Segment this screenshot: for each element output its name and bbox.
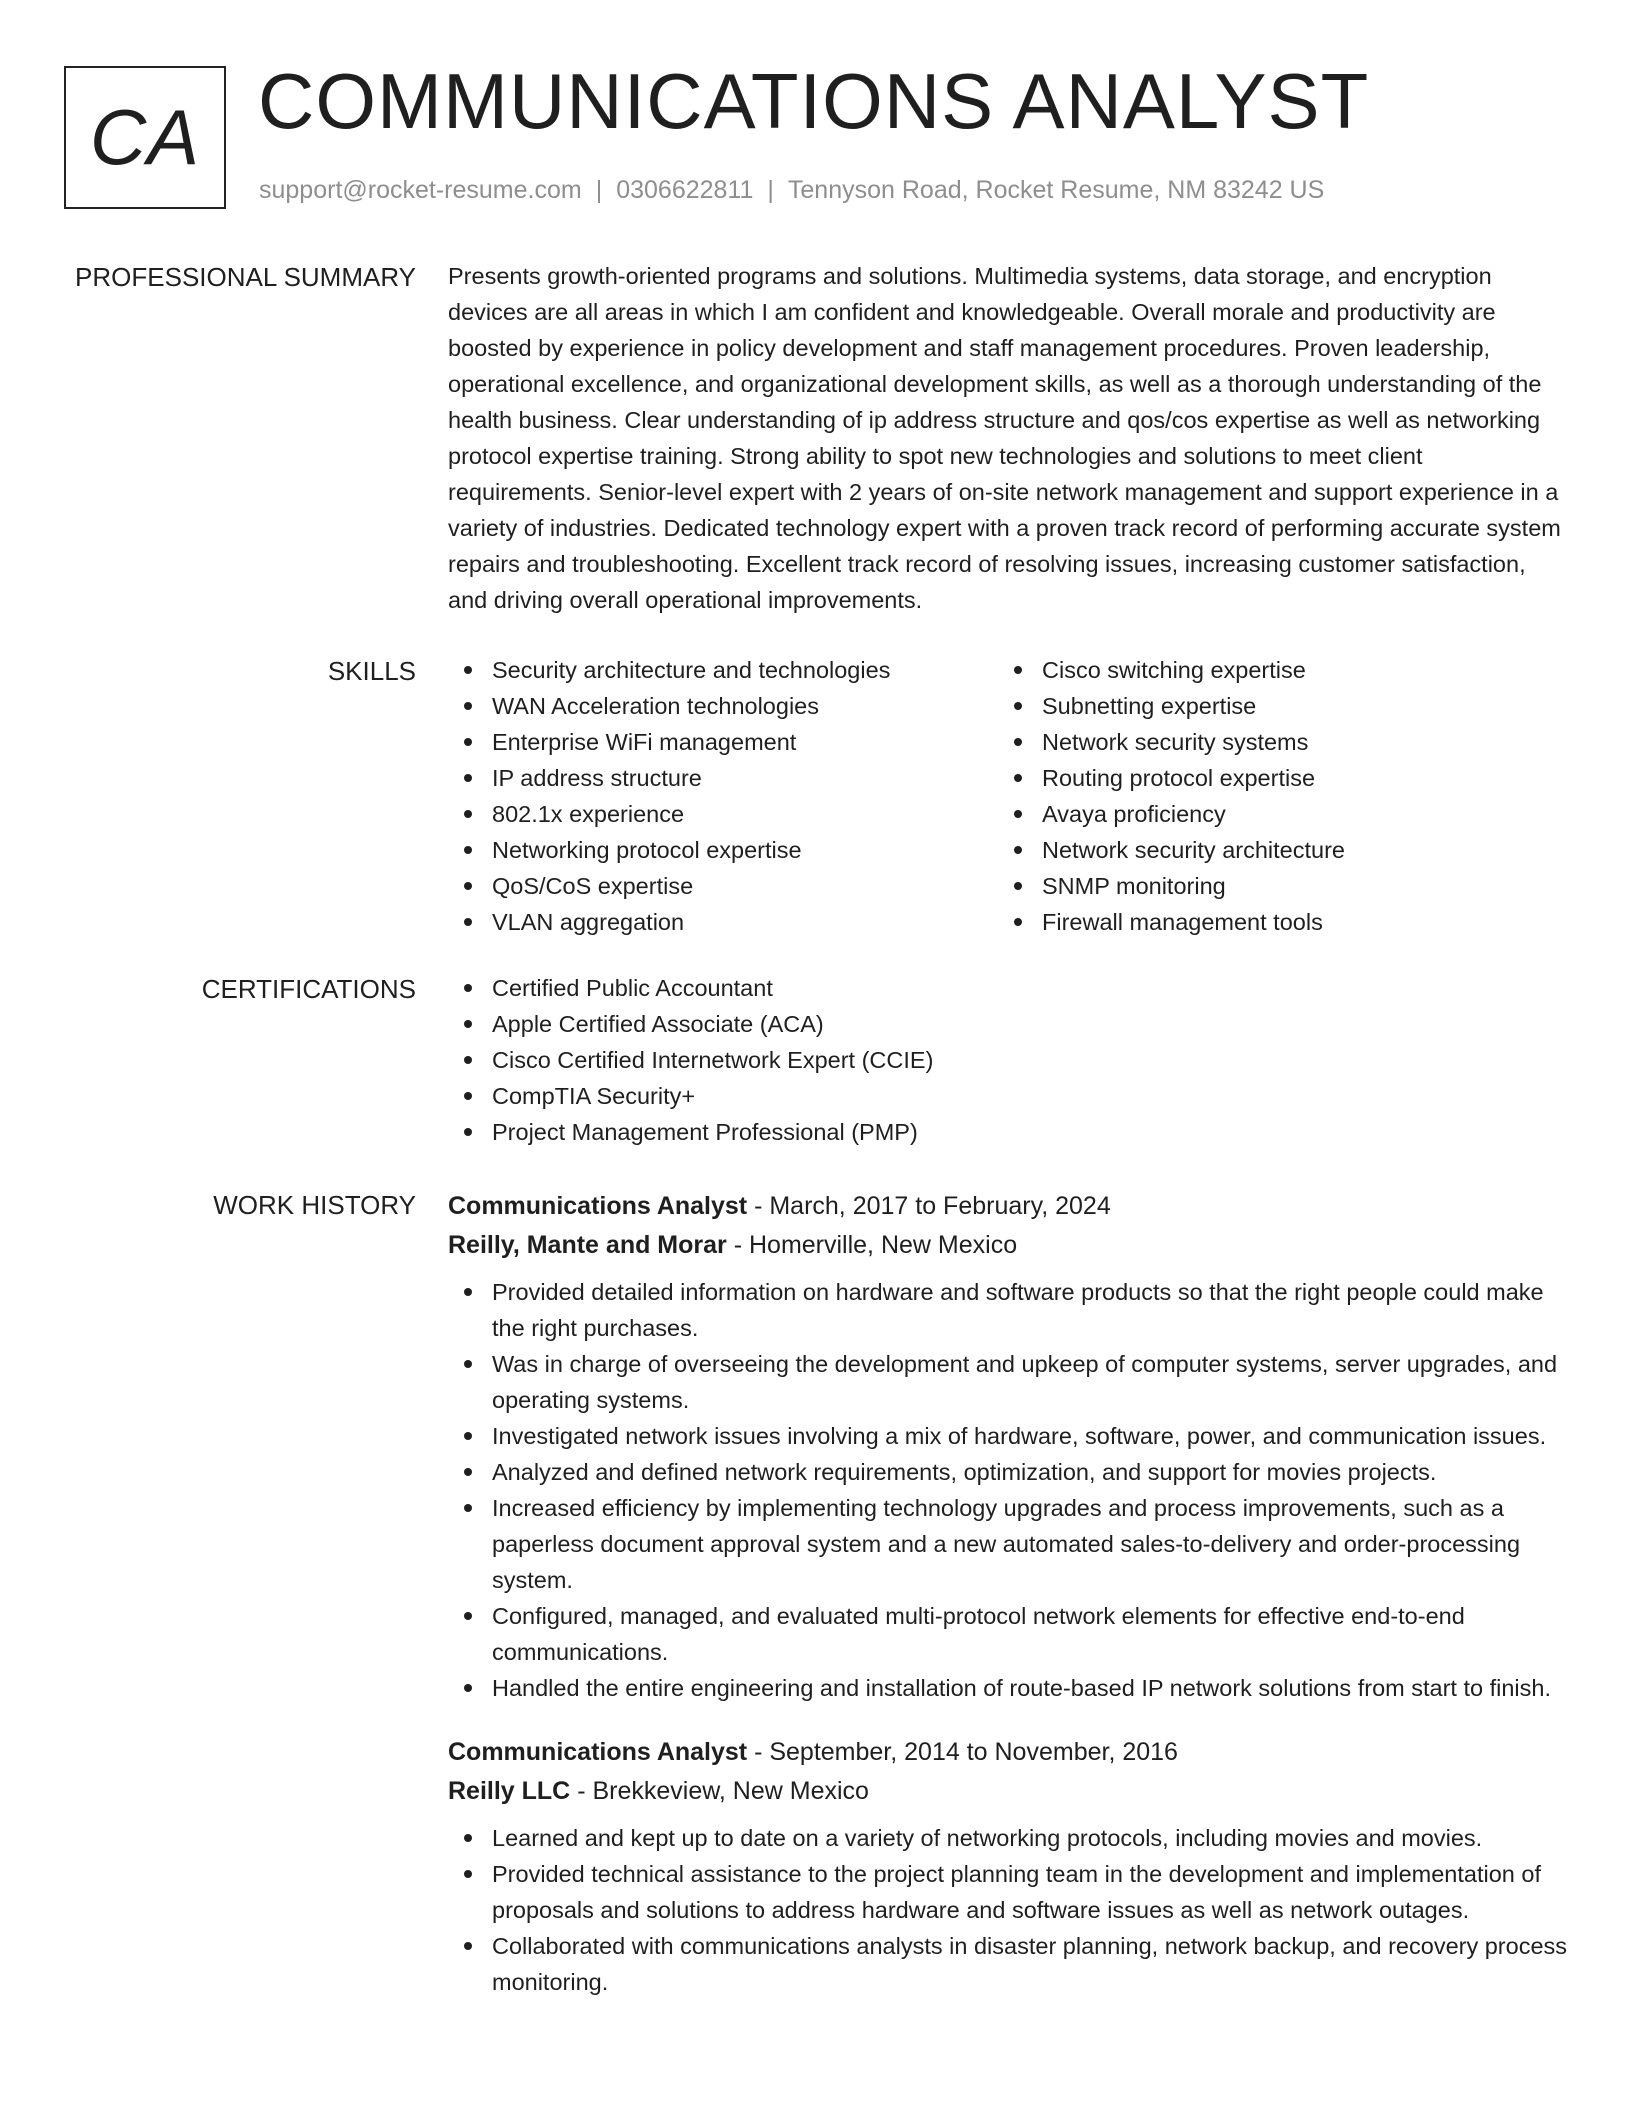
job-bullets bbox=[448, 1274, 1568, 1706]
summary-heading: PROFESSIONAL SUMMARY bbox=[75, 262, 416, 292]
job-bullet: Investigated network issues involving a mix of hardware, software, power, and communication issues. bbox=[448, 1418, 1568, 1454]
job-location: - Brekkeview, New Mexico bbox=[570, 1777, 869, 1805]
summary-section bbox=[448, 258, 1568, 618]
skills-heading: SKILLS bbox=[327, 656, 416, 686]
contact-address: Tennyson Road, Rocket Resume, NM 83242 US bbox=[787, 176, 1325, 204]
contact-separator: | bbox=[595, 176, 603, 204]
skill-item: Cisco switching expertise bbox=[998, 652, 1548, 688]
contact-email[interactable]: support@rocket-resume.com bbox=[259, 176, 582, 204]
certification-item: Cisco Certified Internetwork Expert (CCIE) bbox=[448, 1042, 1568, 1078]
job-company-line bbox=[448, 1772, 1568, 1810]
certification-item: Certified Public Accountant bbox=[448, 970, 1568, 1006]
skill-item: Routing protocol expertise bbox=[998, 760, 1548, 796]
certifications-heading: CERTIFICATIONS bbox=[201, 974, 416, 1004]
work-history-heading: WORK HISTORY bbox=[213, 1190, 416, 1220]
contact-line bbox=[259, 176, 1324, 205]
job-title: Communications Analyst bbox=[448, 1192, 748, 1220]
skill-item: WAN Acceleration technologies bbox=[448, 688, 998, 724]
job-location: - Homerville, New Mexico bbox=[726, 1231, 1018, 1259]
work-history-section bbox=[448, 1186, 1568, 2026]
job-bullet: Learned and kept up to date on a variety of networking protocols, including movies and movies. bbox=[448, 1820, 1568, 1856]
skills-list-right bbox=[998, 652, 1548, 940]
job-bullet: Configured, managed, and evaluated multi-protocol network elements for effective end-to-end communications. bbox=[448, 1598, 1568, 1670]
job-company-line bbox=[448, 1226, 1568, 1264]
skill-item: Security architecture and technologies bbox=[448, 652, 998, 688]
skill-item: VLAN aggregation bbox=[448, 904, 998, 940]
skills-section bbox=[448, 652, 1568, 940]
skill-item: 802.1x experience bbox=[448, 796, 998, 832]
resume-title: COMMUNICATIONS ANALYST bbox=[258, 57, 1370, 145]
certifications-section bbox=[448, 970, 1568, 1150]
contact-phone[interactable]: 0306622811 bbox=[616, 176, 754, 204]
monogram-box bbox=[64, 66, 226, 209]
contact-separator: | bbox=[767, 176, 774, 204]
job-entry bbox=[448, 1186, 1568, 1706]
skills-grid bbox=[448, 652, 1568, 940]
skill-item: Enterprise WiFi management bbox=[448, 724, 998, 760]
certification-item: CompTIA Security+ bbox=[448, 1078, 1568, 1114]
job-bullet: Provided technical assistance to the project planning team in the development and implementation of proposals and solutions to address hardware and software issues as well as network outages. bbox=[448, 1856, 1568, 1928]
certification-item: Apple Certified Associate (ACA) bbox=[448, 1006, 1568, 1042]
job-entry bbox=[448, 1732, 1568, 2000]
skill-item: Network security architecture bbox=[998, 832, 1548, 868]
job-bullet: Increased efficiency by implementing technology upgrades and process improvements, such as a paperless document approval system and a new automated sales-to-delivery and order-processing system. bbox=[448, 1490, 1568, 1598]
job-dates: - September, 2014 to November, 2016 bbox=[747, 1738, 1178, 1766]
job-bullets bbox=[448, 1820, 1568, 2000]
job-company: Reilly, Mante and Morar bbox=[448, 1231, 727, 1259]
job-bullet: Collaborated with communications analysts in disaster planning, network backup, and recovery process monitoring. bbox=[448, 1928, 1568, 2000]
job-bullet: Was in charge of overseeing the development and upkeep of computer systems, server upgrades, and operating systems. bbox=[448, 1346, 1568, 1418]
job-title-line bbox=[448, 1186, 1568, 1226]
certification-item: Project Management Professional (PMP) bbox=[448, 1114, 1568, 1150]
skill-item: QoS/CoS expertise bbox=[448, 868, 998, 904]
skill-item: SNMP monitoring bbox=[998, 868, 1548, 904]
skill-item: Subnetting expertise bbox=[998, 688, 1548, 724]
job-bullet: Analyzed and defined network requirements, optimization, and support for movies projects. bbox=[448, 1454, 1568, 1490]
skill-item: IP address structure bbox=[448, 760, 998, 796]
job-dates: - March, 2017 to February, 2024 bbox=[747, 1192, 1111, 1220]
skill-item: Network security systems bbox=[998, 724, 1548, 760]
job-bullet: Handled the entire engineering and installation of route-based IP network solutions from start to finish. bbox=[448, 1670, 1568, 1706]
skill-item: Networking protocol expertise bbox=[448, 832, 998, 868]
skill-item: Avaya proficiency bbox=[998, 796, 1548, 832]
monogram-initials: CA bbox=[89, 93, 201, 181]
skills-list-left bbox=[448, 652, 998, 940]
certifications-list bbox=[448, 970, 1568, 1150]
skill-item: Firewall management tools bbox=[998, 904, 1548, 940]
job-title: Communications Analyst bbox=[448, 1738, 748, 1766]
job-bullet: Provided detailed information on hardware and software products so that the right people could make the right purchases. bbox=[448, 1274, 1568, 1346]
job-company: Reilly LLC bbox=[448, 1777, 571, 1805]
job-title-line bbox=[448, 1732, 1568, 1772]
summary-text: Presents growth-oriented programs and solutions. Multimedia systems, data storage, and encryption devices are all areas in which I am confident and knowledgeable. Overall morale and productivity are boosted by experience in policy development and staff management procedures. Proven leadership, operational excellence, and organizational development skills, as well as a thorough understanding of the health business. Clear understanding of ip address structure and qos/cos expertise as well as networking protocol expertise training. Strong ability to spot new technologies and solutions to meet client requirements. Senior-level expert with 2 years of on-site network management and support experience in a variety of industries. Dedicated technology expert with a proven track record of performing accurate system repairs and troubleshooting. Excellent track record of resolving issues, increasing customer satisfaction, and driving overall operational improvements. bbox=[448, 263, 1561, 613]
